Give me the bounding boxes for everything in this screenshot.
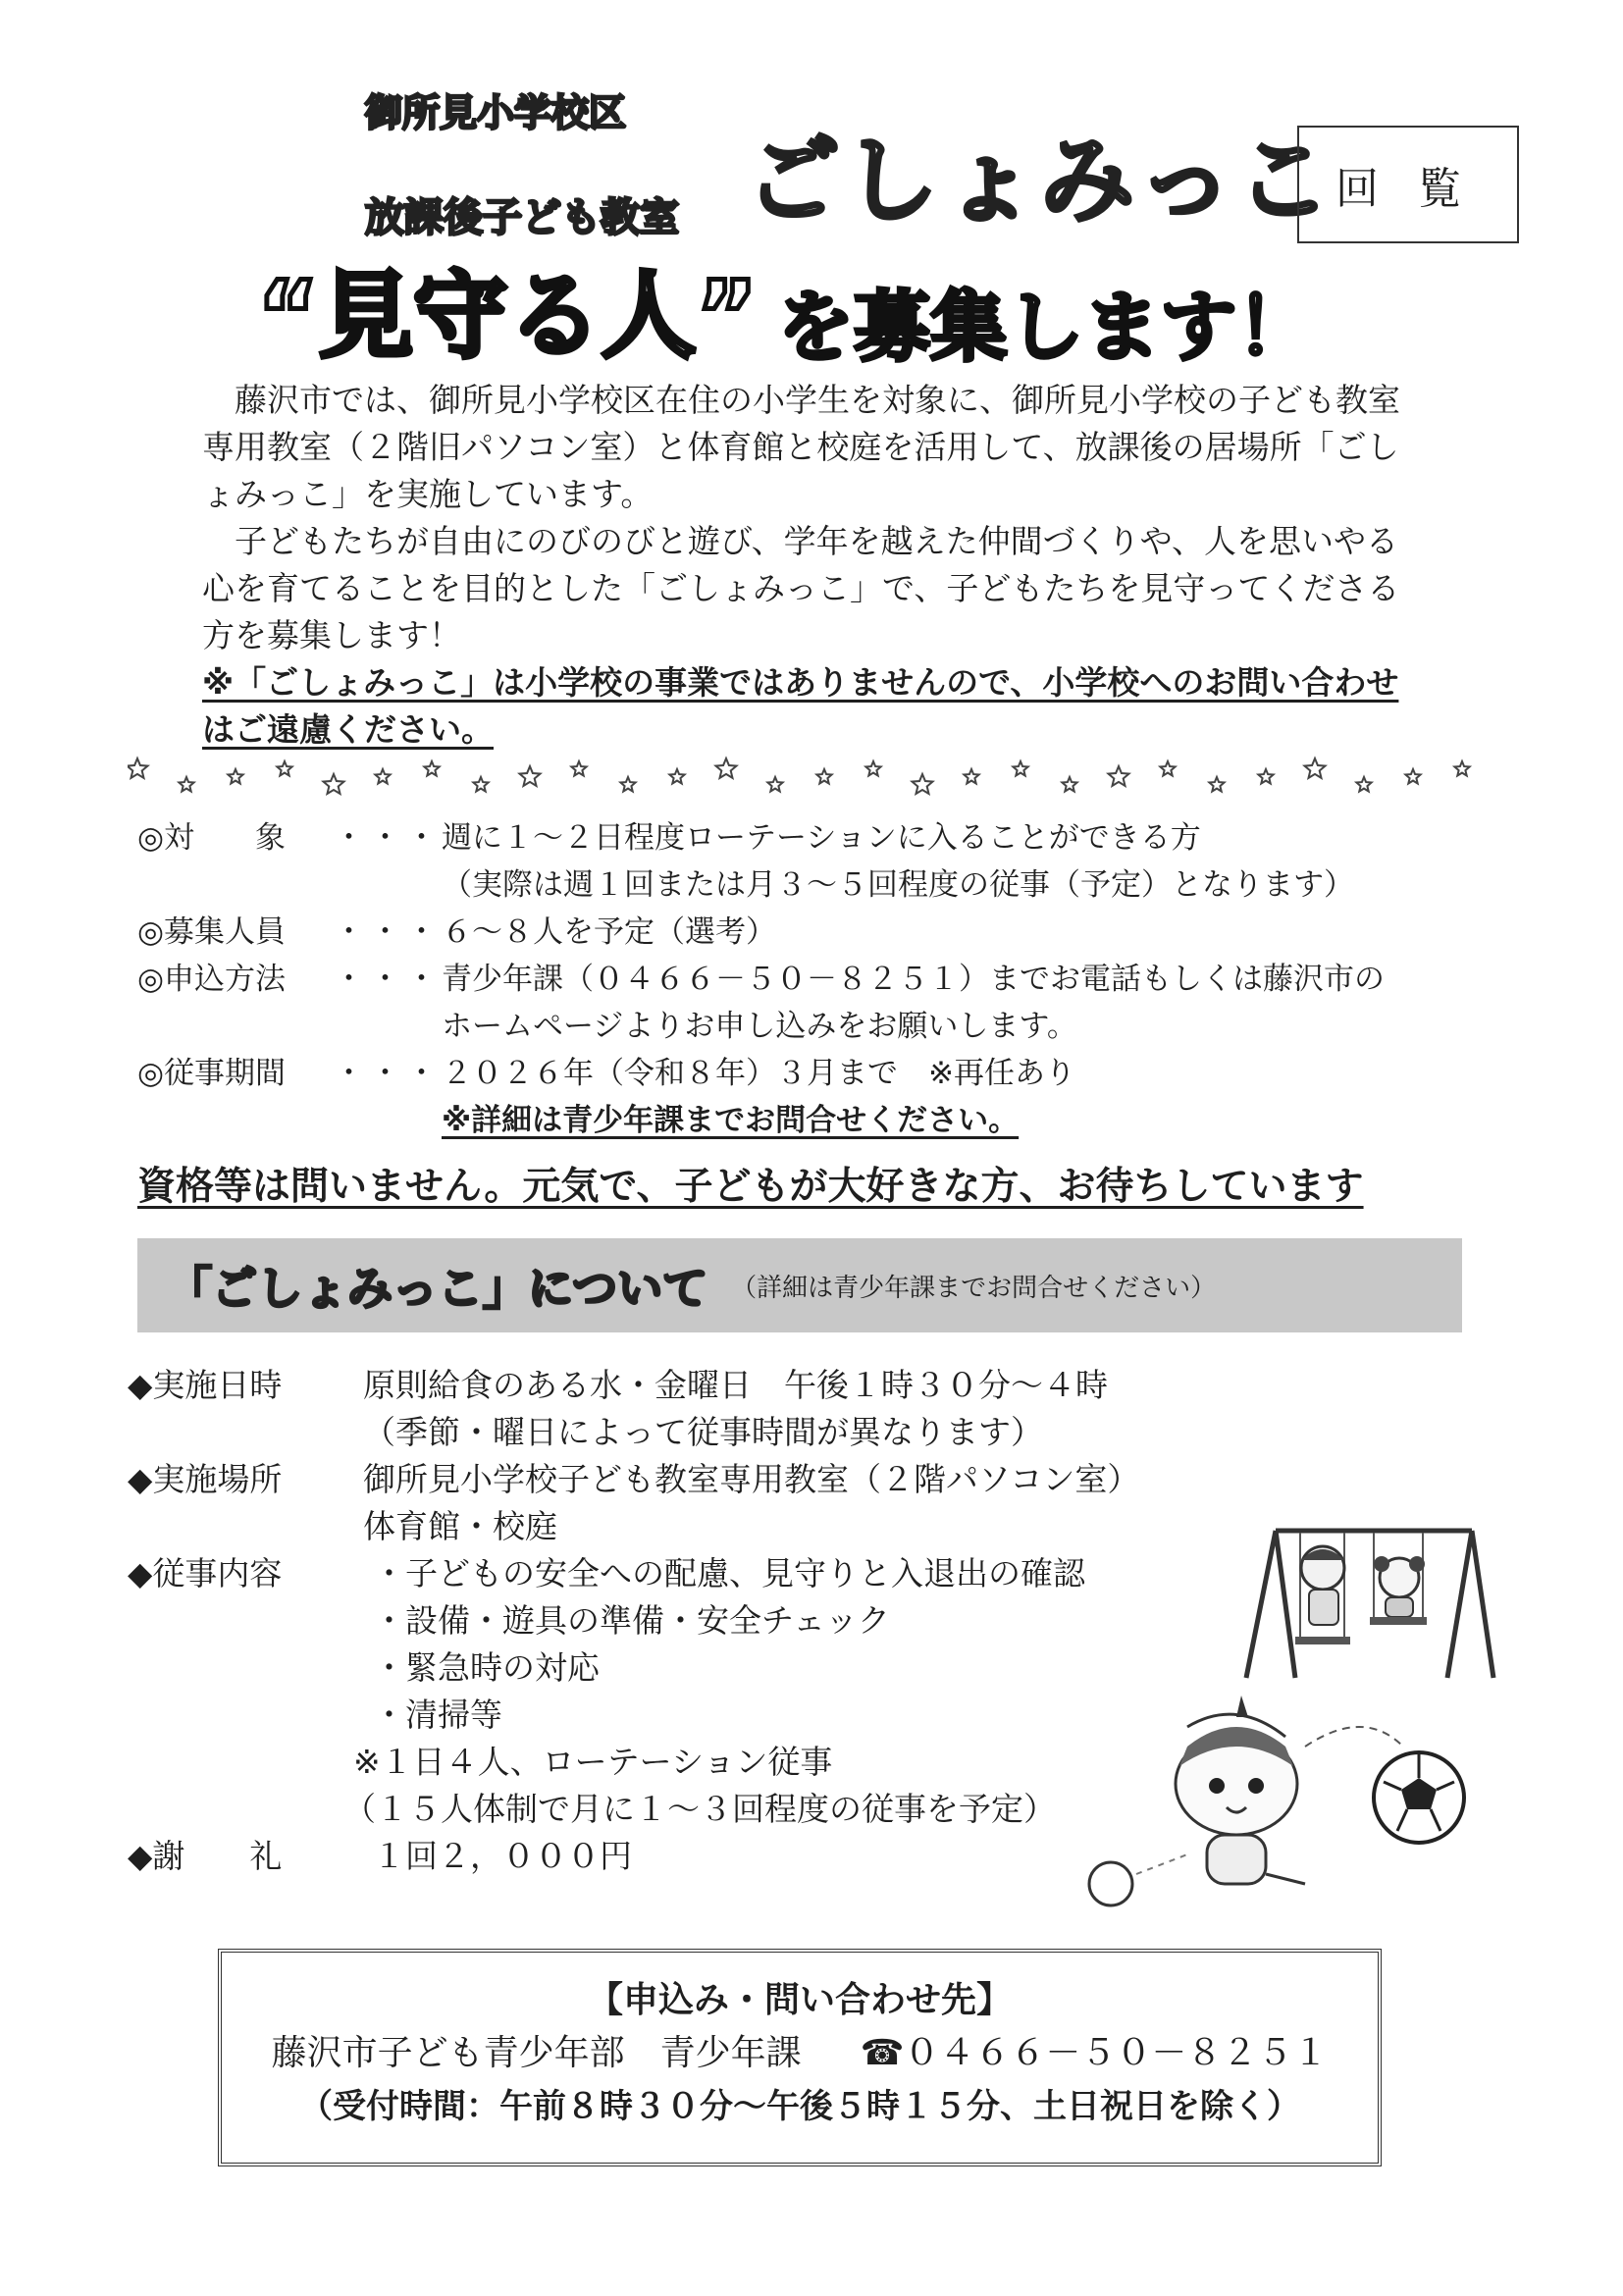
star-icon (1160, 761, 1175, 776)
recruit-number-value: ６～８人を予定（選考） (442, 914, 776, 950)
headline-quote: “見守る人” (257, 261, 759, 371)
contact-org: 藤沢市子ども青少年部 青少年課 (271, 2033, 802, 2073)
recruit-method-label: ◎申込方法 (137, 962, 287, 997)
recruit-target-label: ◎対 象 (137, 820, 287, 856)
about-place-line-2: 体育館・校庭 (363, 1507, 557, 1545)
star-icon (473, 777, 488, 792)
star-icon (277, 761, 291, 776)
about-date (128, 1362, 1187, 1456)
headline (257, 241, 1313, 376)
about-place-line-1: 御所見小学校子ども教室専用教室（２階パソコン室） (363, 1460, 1140, 1498)
recruit-number (137, 909, 1462, 956)
recruit-period (137, 1050, 1462, 1144)
star-icon (913, 774, 933, 794)
star-icon (179, 777, 193, 792)
star-icon (716, 758, 737, 778)
about-subtitle: （詳細は青少年課までお問合せください） (731, 1273, 1217, 1303)
slogan: 資格等は問いません。元気で、子どもが大好きな方、お待ちしています (137, 1165, 1364, 1209)
contact-box (218, 1949, 1382, 2166)
star-icon (767, 777, 782, 792)
contact-phone: ☎０４６６－５０－８２５１ (860, 2033, 1329, 2073)
recruit-target-line-2: （実際は週１回または月３～５回程度の従事（予定）となります） (442, 867, 1354, 903)
about-date-line-1: 原則給食のある水・金曜日 午後１時３０分～４時 (363, 1366, 1108, 1404)
intro-paragraph-1: 藤沢市では、御所見小学校区在住の小学生を対象に、御所見小学校の子ども教室専用教室（２階旧パソコン室）と体育館と校庭を活用して、放課後の居場所「ごしょみっこ」を実施しています。 (202, 381, 1400, 513)
about-list (128, 1362, 1187, 1880)
notice-text: ※「ごしょみっこ」は小学校の事業ではありませんので、小学校へのお問い合わせはご遠慮ください。 (202, 663, 1399, 749)
recruit-target (137, 814, 1462, 909)
intro-text (202, 377, 1419, 659)
recruit-number-label: ◎募集人員 (137, 914, 287, 950)
star-icon (324, 774, 344, 794)
about-duties-line-5: ※１日４人、ローテーション従事 (353, 1743, 833, 1781)
dots: ・・・ (334, 820, 443, 856)
about-banner (137, 1238, 1462, 1332)
recruit-target-line-1: 週に１～２日程度ローテーションに入ることができる方 (442, 820, 1201, 856)
recruit-period-note: ※詳細は青少年課までお問合せください。 (442, 1103, 1020, 1138)
star-icon (520, 766, 541, 786)
star-icon (1013, 761, 1027, 776)
program-type: 放課後子ども教室 (365, 195, 679, 240)
circulate-box: 回覧 (1297, 126, 1519, 243)
recruit-method-value: 青少年課（０４６６－５０－８２５１）までお電話もしくは藤沢市のホームページよりお申し込みをお願いします。 (442, 962, 1385, 1044)
star-icon (1209, 777, 1224, 792)
about-place (128, 1456, 1187, 1550)
star-icon (571, 761, 586, 776)
dots: ・・・ (334, 1056, 443, 1091)
recruit-method (137, 956, 1462, 1050)
contact-hours: （受付時間：午前８時３０分～午後５時１５分、土日祝日を除く） (299, 2087, 1300, 2126)
star-icon (1454, 761, 1469, 776)
about-duties-line-6: （１５人体制で月に１～３回程度の従事を予定） (343, 1790, 1056, 1828)
school-district: 御所見小学校区 (365, 91, 627, 134)
star-divider (128, 756, 1501, 801)
star-icon (228, 769, 242, 784)
star-icon (424, 761, 439, 776)
contact-org-line (222, 2027, 1378, 2080)
program-name-logo: ごしょみっこ (746, 126, 1335, 235)
about-date-line-2: （季節・曜日によって従事時間が異なります） (363, 1413, 1043, 1451)
about-title: 「ごしょみっこ」について (167, 1262, 708, 1315)
star-icon (375, 769, 390, 784)
swing-illustration (1236, 1501, 1501, 1688)
mascot-illustration (1070, 1688, 1492, 1923)
star-icon (1356, 777, 1371, 792)
star-icon (128, 758, 148, 778)
about-duties-line-1: ・子どもの安全への配慮、見守りと入退出の確認 (373, 1554, 1085, 1592)
about-fee-label: ◆謝 礼 (128, 1837, 283, 1875)
star-icon (620, 777, 635, 792)
contact-heading: 【申込み・問い合わせ先】 (587, 1980, 1012, 2020)
star-icon (1062, 777, 1076, 792)
intro-paragraph-2: 子どもたちが自由にのびのびと遊び、学年を越えた仲間づくりや、人を思いやる心を育てることを目的とした「ごしょみっこ」で、子どもたちを見守ってくださる方を募集します！ (202, 522, 1400, 654)
about-duties-line-4: ・清掃等 (373, 1696, 502, 1734)
star-icon (865, 761, 880, 776)
star-icon (816, 769, 831, 784)
about-duties-label: ◆従事内容 (128, 1554, 283, 1592)
about-duties (128, 1550, 1187, 1833)
about-fee-value: １回２，０００円 (373, 1837, 632, 1875)
about-duties-line-3: ・緊急時の対応 (373, 1648, 600, 1687)
about-date-label: ◆実施日時 (128, 1366, 283, 1404)
dots: ・・・ (334, 914, 443, 950)
star-icon (1405, 769, 1420, 784)
recruit-list (137, 814, 1462, 1144)
star-icon (964, 769, 978, 784)
dots: ・・・ (334, 962, 443, 997)
headline-rest: を募集します！ (777, 284, 1314, 372)
star-icon (1258, 769, 1273, 784)
about-place-label: ◆実施場所 (128, 1460, 283, 1498)
star-icon (1305, 758, 1326, 778)
about-fee (128, 1833, 1187, 1880)
about-duties-line-2: ・設備・遊具の準備・安全チェック (373, 1601, 891, 1640)
star-icon (1109, 766, 1129, 786)
star-icon (669, 769, 684, 784)
recruit-period-value: ２０２６年（令和８年）３月まで ※再任あり (442, 1056, 1075, 1091)
recruit-period-label: ◎従事期間 (137, 1056, 287, 1091)
